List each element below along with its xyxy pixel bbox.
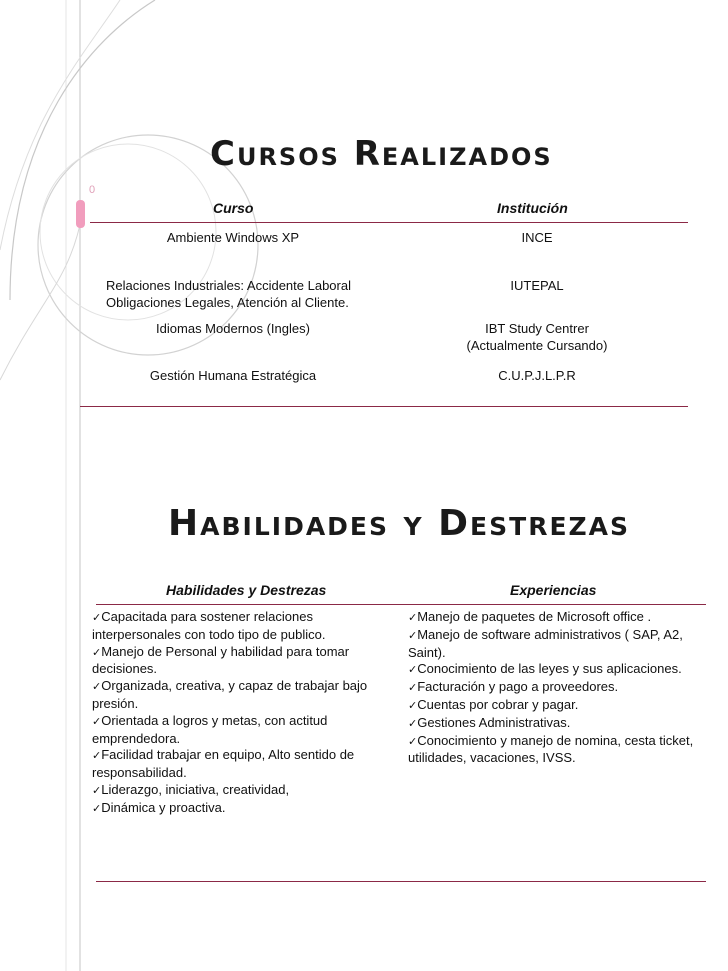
list-item-text: Cuentas por cobrar y pagar. <box>417 696 579 712</box>
header-institucion: Institución <box>497 200 568 216</box>
checkmark-icon: ✓ <box>92 714 102 728</box>
curso-text: Idiomas Modernos (Ingles) <box>156 321 310 336</box>
list-item-text: Organizada, creativa, y capaz de trabajar bajo presión. <box>92 678 368 711</box>
curso-text: Relaciones Industriales: Accidente Laboral <box>106 278 351 293</box>
list-item-text: Liderazgo, iniciativa, creatividad, <box>101 781 290 797</box>
habilidades-bottom-rule <box>96 881 706 882</box>
list-item-text: Gestiones Administrativas. <box>417 714 571 730</box>
curso-row-3 <box>92 320 374 337</box>
experiencia-item <box>408 609 704 627</box>
header-habilidades: Habilidades y Destrezas <box>166 582 327 598</box>
list-item-text: Conocimiento y manejo de nomina, cesta ticket, utilidades, vacaciones, IVSS. <box>408 732 694 766</box>
checkmark-icon: ✓ <box>92 680 102 694</box>
list-item-text: Facilidad trabajar en equipo, Alto sentido de responsabilidad. <box>92 747 355 781</box>
curso-text: Ambiente Windows XP <box>166 230 300 245</box>
page-number: 0 <box>89 184 96 196</box>
experiencia-item <box>408 697 704 715</box>
institucion-row-2 <box>438 277 636 294</box>
checkmark-icon: ✓ <box>408 716 418 730</box>
checkmark-icon: ✓ <box>408 734 418 748</box>
habilidad-item <box>92 800 394 818</box>
habilidades-header-rule <box>96 604 706 605</box>
institucion-text: IBT Study Centrer <box>485 321 589 336</box>
checkmark-icon: ✓ <box>408 628 418 642</box>
pink-marker <box>76 200 85 228</box>
list-item-text: Capacitada para sostener relaciones interpersonales con todo tipo de publico. <box>92 609 326 642</box>
header-curso: Curso <box>213 200 254 216</box>
institucion-row-1 <box>438 229 636 246</box>
experiencia-item <box>408 733 704 768</box>
header-experiencias: Experiencias <box>510 582 597 598</box>
institucion-row-3 <box>438 320 636 354</box>
checkmark-icon: ✓ <box>92 611 102 624</box>
checkmark-icon: ✓ <box>408 698 418 712</box>
experiencia-item <box>408 715 704 733</box>
experiencias-list <box>408 609 704 767</box>
list-item-text: Manejo de Personal y habilidad para tomar decisiones. <box>92 643 350 677</box>
checkmark-icon: ✓ <box>408 681 418 695</box>
list-item-text: Orientada a logros y metas, con actitud emprendedora. <box>92 712 328 746</box>
checkmark-icon: ✓ <box>408 663 418 677</box>
institucion-text: INCE <box>521 230 553 245</box>
checkmark-icon: ✓ <box>92 783 102 797</box>
cursos-bottom-rule <box>80 406 688 407</box>
institucion-text: (Actualmente Cursando) <box>466 338 608 353</box>
habilidad-item <box>92 678 394 713</box>
cursos-header-rule <box>90 222 688 223</box>
curso-row-4 <box>92 367 374 384</box>
curso-row-1 <box>92 229 374 246</box>
habilidad-item <box>92 609 394 644</box>
cursos-title: Cursos Realizados <box>210 134 553 174</box>
curso-row-2 <box>106 277 406 311</box>
institucion-text: C.U.P.J.L.P.R <box>498 368 576 383</box>
habilidad-item <box>92 713 394 748</box>
habilidades-title: Habilidades y Destrezas <box>168 503 630 544</box>
checkmark-icon: ✓ <box>92 645 102 659</box>
list-item-text: Manejo de paquetes de Microsoft office . <box>417 609 652 624</box>
list-item-text: Manejo de software administrativos ( SAP, A2, Saint). <box>408 626 683 660</box>
checkmark-icon: ✓ <box>92 801 102 815</box>
list-item-text: Facturación y pago a proveedores. <box>417 679 619 695</box>
experiencia-item <box>408 679 704 697</box>
institucion-text: IUTEPAL <box>510 278 564 293</box>
experiencia-item <box>408 661 704 679</box>
curso-text: Obligaciones Legales, Atención al Cliente. <box>106 295 349 310</box>
habilidad-item <box>92 644 394 679</box>
habilidades-list <box>92 609 394 818</box>
habilidad-item <box>92 747 394 782</box>
institucion-row-4 <box>438 367 636 384</box>
list-item-text: Dinámica y proactiva. <box>101 799 226 815</box>
checkmark-icon: ✓ <box>92 749 102 763</box>
checkmark-icon: ✓ <box>408 611 418 624</box>
curso-text: Gestión Humana Estratégica <box>149 368 317 383</box>
list-item-text: Conocimiento de las leyes y sus aplicaciones. <box>417 661 682 677</box>
experiencia-item <box>408 627 704 662</box>
habilidad-item <box>92 782 394 800</box>
